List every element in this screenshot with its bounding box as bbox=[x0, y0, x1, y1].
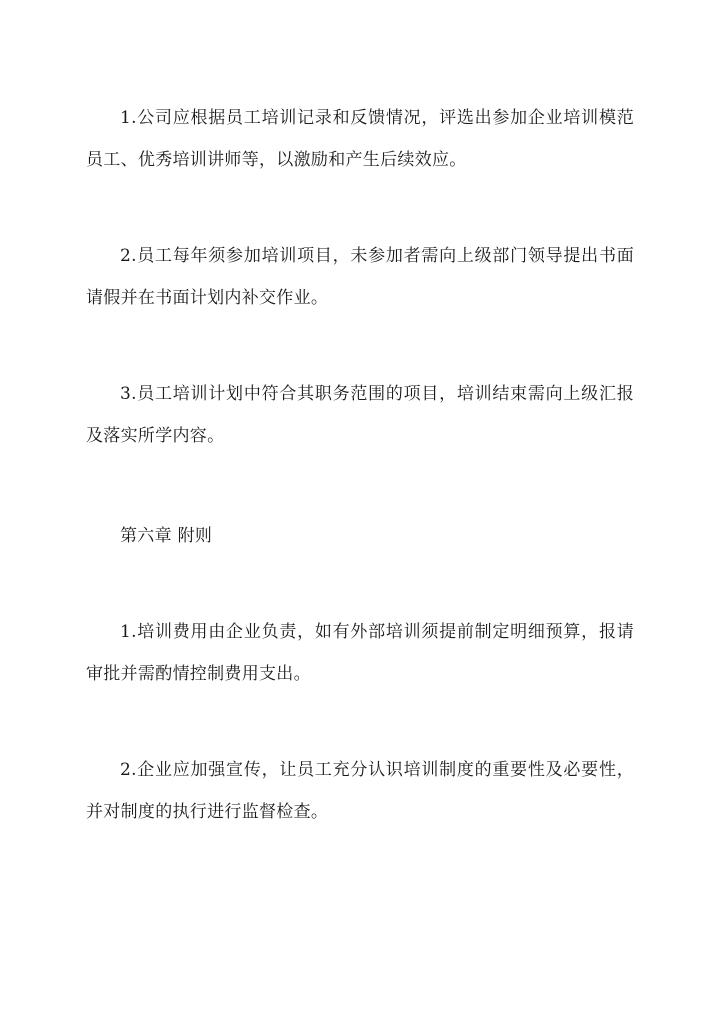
paragraph-clause-1: 1.公司应根据员工培训记录和反馈情况，评选出参加企业培训模范员工、优秀培训讲师等，以激励和产生后续效应。 bbox=[86, 108, 634, 170]
paragraph-appendix-1: 1.培训费用由企业负责，如有外部培训须提前制定明细预算，报请审批并需酌情控制费用支出。 bbox=[86, 622, 634, 684]
paragraph-clause-2: 2.员工每年须参加培训项目，未参加者需向上级部门领导提出书面请假并在书面计划内补交作业。 bbox=[86, 246, 634, 308]
paragraph-appendix-2: 2.企业应加强宣传，让员工充分认识培训制度的重要性及必要性，并对制度的执行进行监督检查。 bbox=[86, 760, 634, 822]
paragraph-clause-3: 3.员工培训计划中符合其职务范围的项目，培训结束需向上级汇报及落实所学内容。 bbox=[86, 384, 634, 446]
chapter-heading: 第六章 附则 bbox=[120, 526, 213, 546]
